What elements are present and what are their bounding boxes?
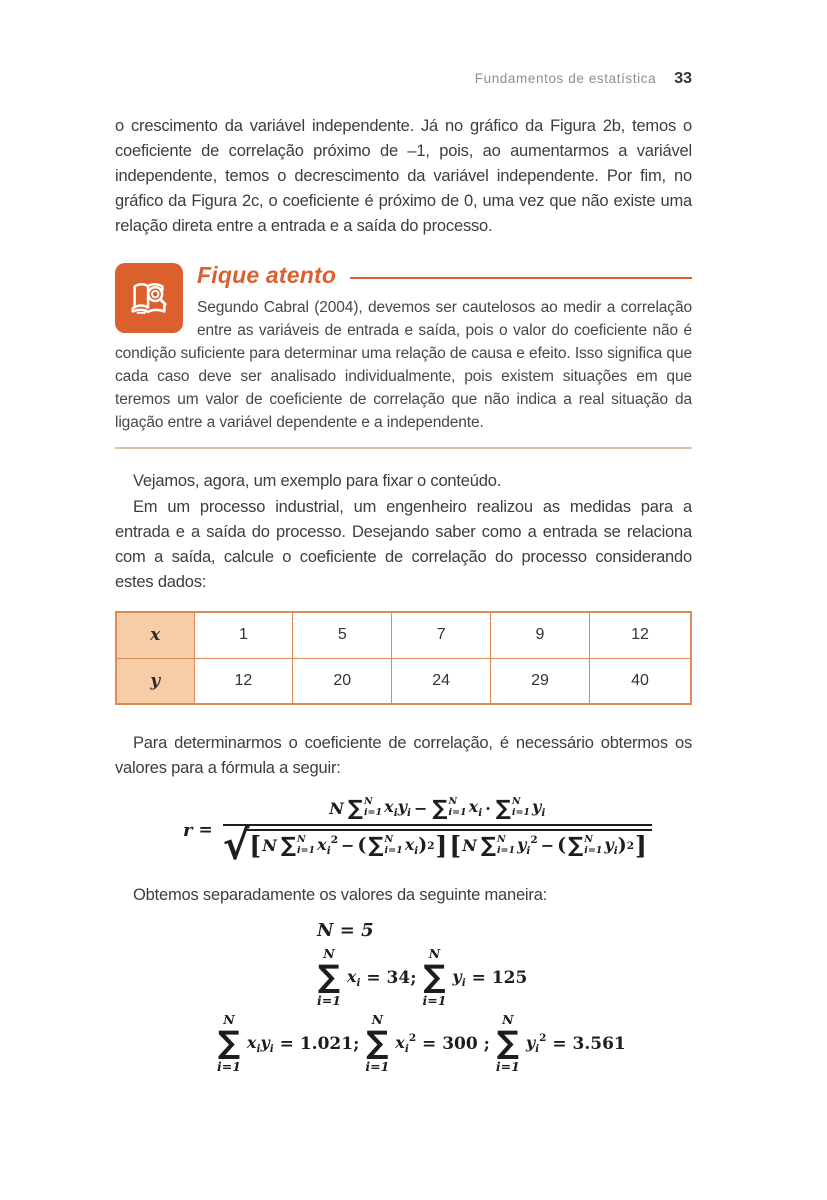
running-head-title: Fundamentos de estatística [474,71,657,86]
callout-body: Segundo Cabral (2004), devemos ser cautelosos ao medir a correlação entre as variáveis de entrada e saída, pois o valor do coeficiente não é condição suficiente para determinar uma relação de causa e efeito. Isso significa que cada caso deve ser analisado individualmente, pois existem situações em que teremos um valor de coeficiente de correlação que não indica a real situação da ligação entre a variável dependente e a independente. [115,299,692,431]
sum-symbol: ∑ N i=1 [368,833,403,857]
sum-symbol: N ∑ i=1 [495,1012,520,1074]
formula-numerator: N ∑ N i=1 $x_iy_i$ − ∑ N i=1 $x_i$ · ∑ N i=1 $y_i$ [329,795,546,820]
sum-xy-result: = 1.021; [273,1033,360,1054]
sum-symbol: N ∑ i=1 [317,946,341,1008]
data-table [115,611,692,705]
x-value-cell: 12 [589,612,691,658]
sum-y2-result: = 3.561 [546,1033,626,1054]
sum-x-result: = 34; [360,967,417,988]
computed-values-block [115,920,692,1073]
sum-symbol: N ∑ i=1 [365,1012,390,1074]
x-value-cell: 7 [392,612,491,658]
paragraph-intro: o crescimento da variável independente. Já no gráfico da Figura 2b, temos o coeficiente de correlação próximo de –1, pois, ao aumentarmos a variável independente, temos o decrescimento da variável independente. Por fim, no gráfico da Figura 2c, o coeficiente é próximo de 0, uma vez que não existe uma relação direta entre a entrada e a saída do processo. [115,117,692,235]
sum-symbol: ∑ N i=1 [495,795,531,820]
table-row-y [116,658,691,704]
page-header [115,70,692,88]
y-value-cell: 20 [293,658,392,704]
sum-symbol: N ∑ i=1 [422,946,447,1008]
page-number: 33 [674,70,692,87]
x-value-cell: 5 [293,612,392,658]
callout-title-row [197,261,692,289]
radical-sign: √ [222,823,250,869]
paragraph-exemplo: Em um processo industrial, um engenheiro realizou as medidas para a entrada e a saída do processo. Desejando saber como a entrada se relaciona com a saída, calcule o coeficiente de correlação do processo considerando estes dados: [115,498,692,591]
callout-title-rule [350,277,692,279]
sum-symbol: ∑ N i=1 [480,833,516,857]
sum-y-result: = 125 [465,967,528,988]
callout-bottom-rule [115,447,692,449]
n-equals-line: N = 5 [317,920,374,941]
correlation-formula [183,795,692,869]
callout-title: Fique atento [197,262,337,288]
sum-symbol: N ∑ i=1 [217,1012,241,1074]
paragraph-vejamos: Vejamos, agora, um exemplo para fixar o conteúdo. [133,472,502,490]
sum-symbol: ∑ N i=1 [280,833,316,857]
y-value-cell: 29 [491,658,590,704]
table-row-x [116,612,691,658]
row-label-x: x [116,612,194,658]
book-magnifier-glyph [126,275,172,321]
sum-symbol: ∑ N i=1 [347,795,383,820]
paragraph-para-determinarmos: Para determinarmos o coeficiente de correlação, é necessário obtermos os valores para a fórmula a seguir: [115,734,692,777]
row-label-y: y [116,658,194,704]
y-value-cell: 12 [194,658,293,704]
fique-atento-callout [115,261,692,449]
paragraph-obtemos: Obtemos separadamente os valores da seguinte maneira: [133,886,548,904]
x-value-cell: 1 [194,612,293,658]
formula-denominator: √ [ N ∑ N i=1 $x_i^2$ − ( ∑ N i=1 $x_i$ ) 2 ] [ N ∑ N i=1 $y_i^2$ − ( ∑ N i=1 $y_i$ ) 2 ] [223,824,652,863]
x-value-cell: 9 [491,612,590,658]
book-magnifier-icon [115,263,183,333]
y-value-cell: 40 [589,658,691,704]
sum-line-1: N ∑ i=1 $x_i$ = 34; N ∑ i=1 $y_i$ = 125 [317,946,528,1008]
sum-symbol: ∑ N i=1 [568,833,603,857]
sum-symbol: ∑ N i=1 [432,795,467,820]
formula-lhs: r = [183,819,213,841]
y-value-cell: 24 [392,658,491,704]
sum-line-2: N ∑ i=1 $x_iy_i$ = 1.021; N ∑ i=1 $x_i^2$ = 300 ; N ∑ i=1 $y_i^2$ = 3.561 [217,1012,626,1074]
formula-fraction [222,795,652,869]
sum-x2-result: = 300 ; [416,1033,490,1054]
